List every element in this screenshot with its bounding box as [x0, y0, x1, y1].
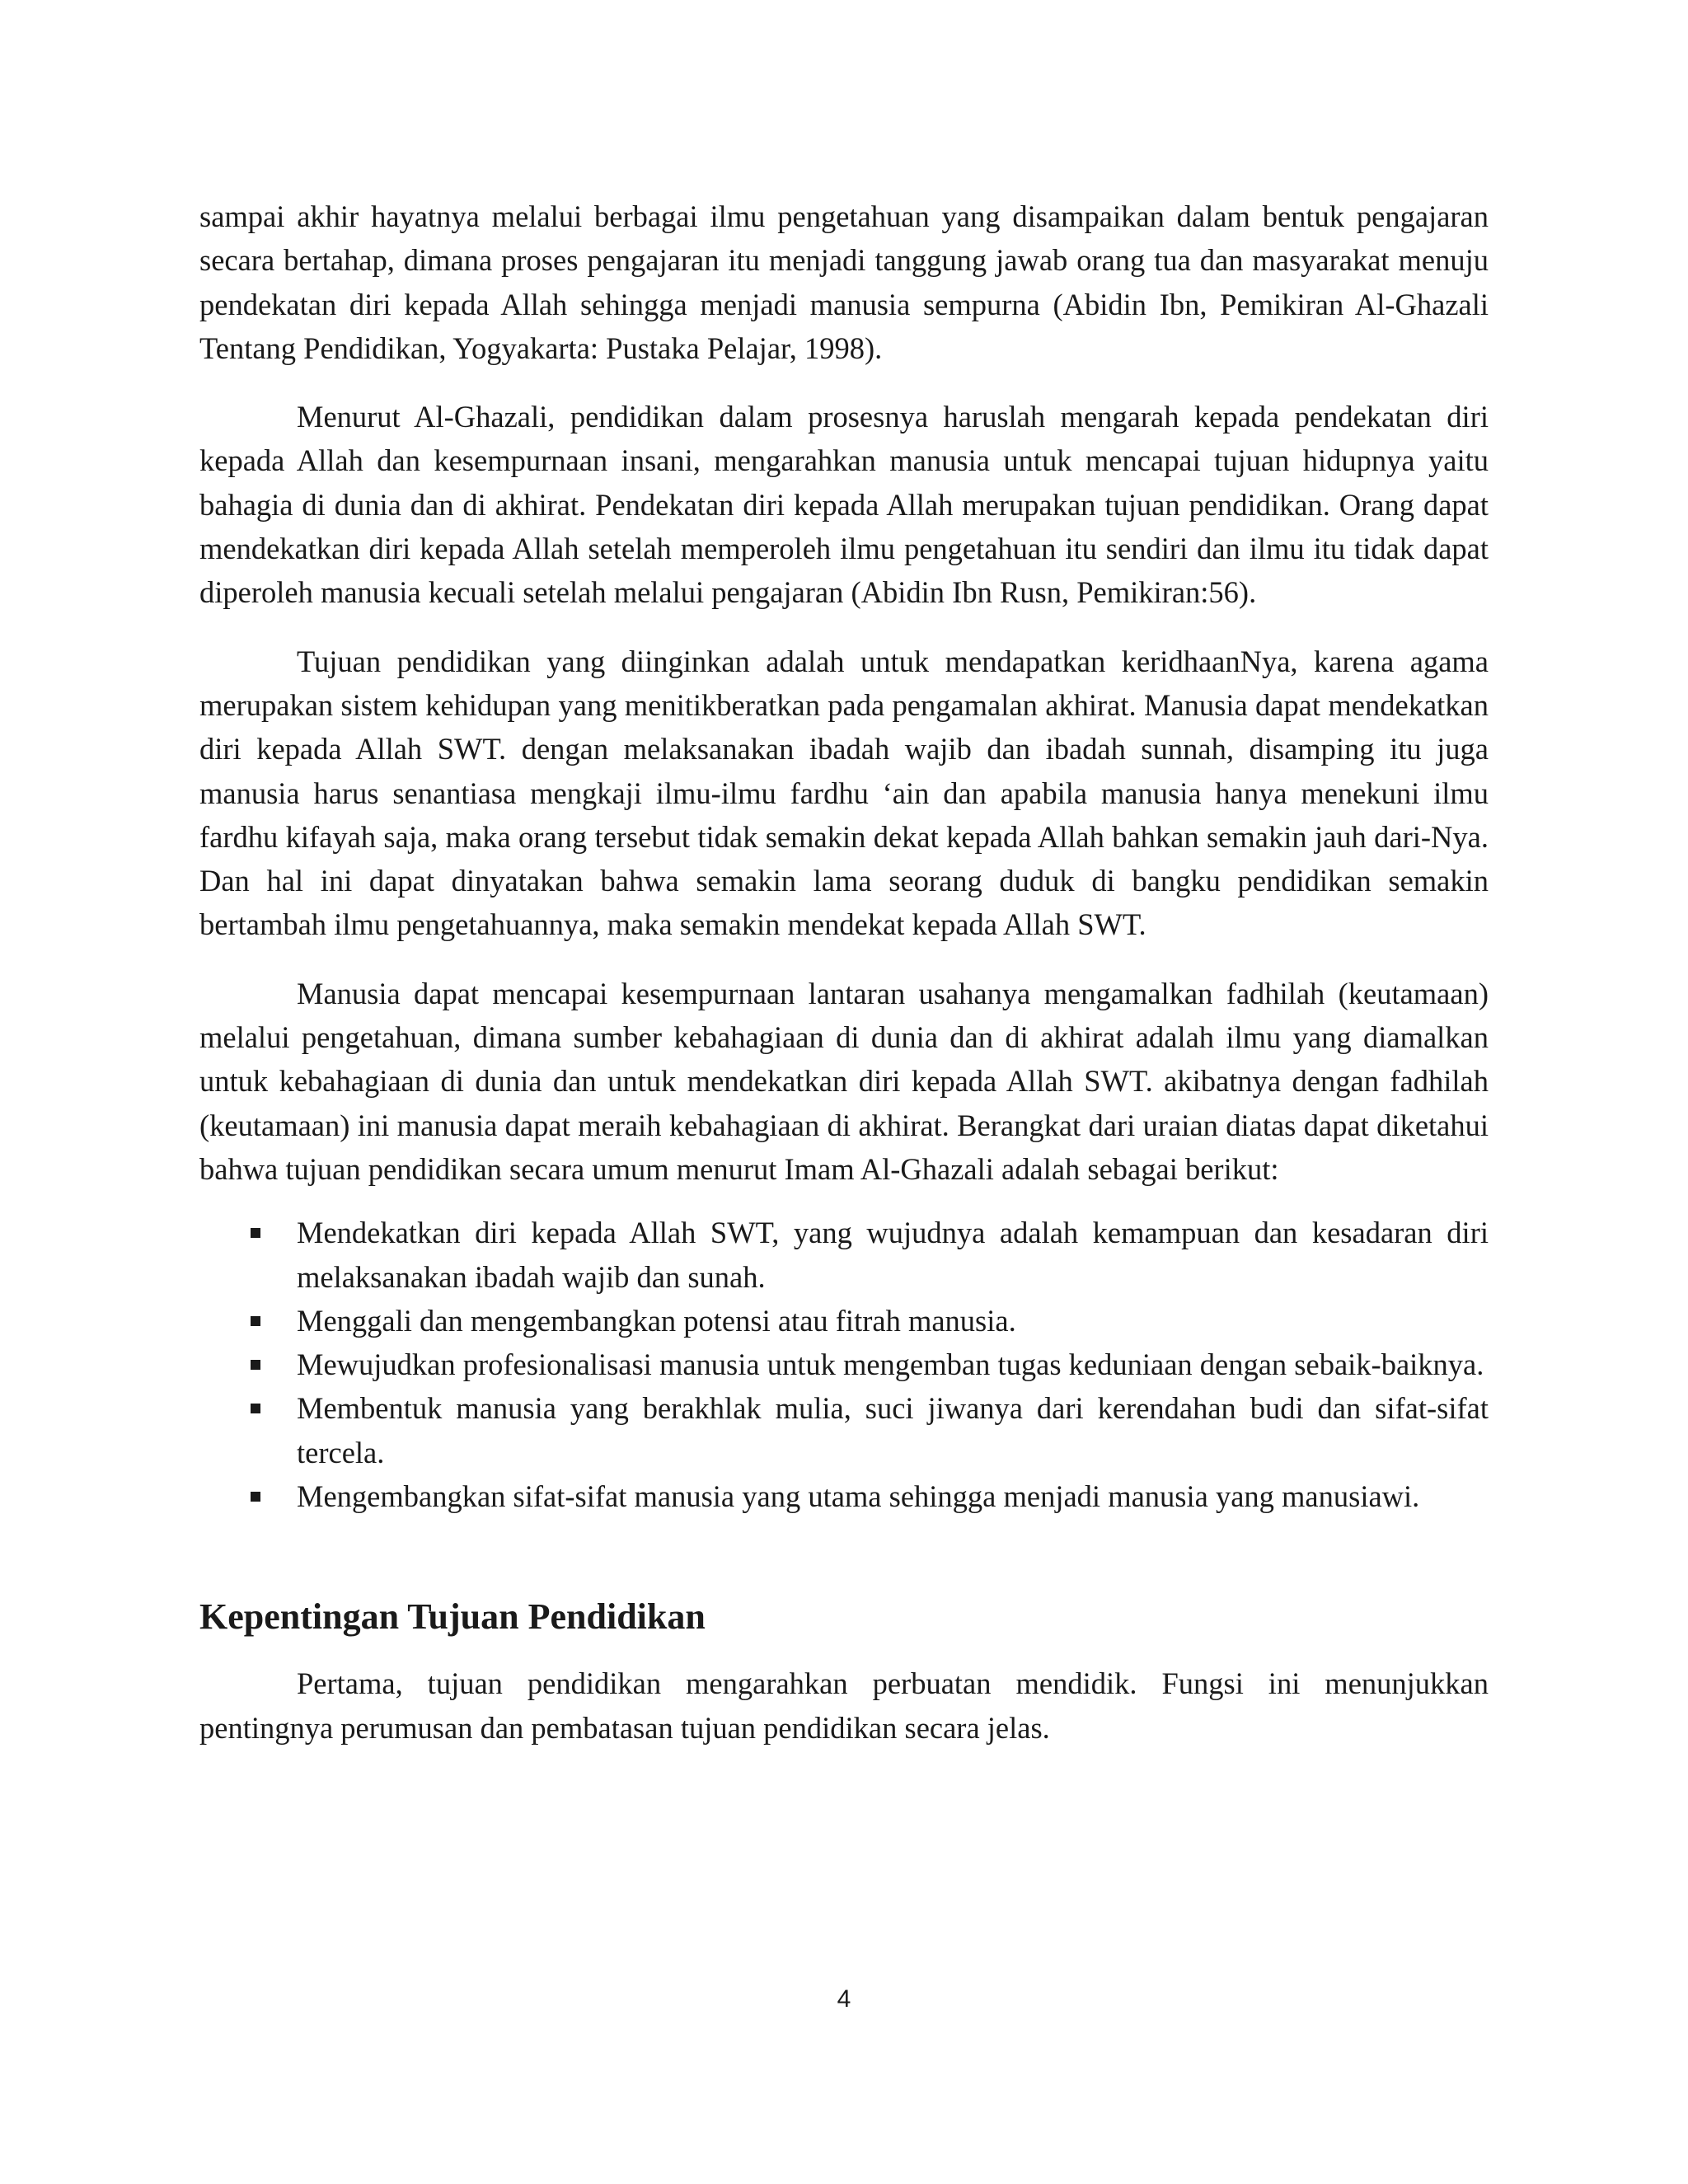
list-item-text: Mewujudkan profesionalisasi manusia untuk mengemban tugas keduniaan dengan sebaik-baiknya. — [297, 1347, 1484, 1382]
paragraph-continuation: sampai akhir hayatnya melalui berbagai ilmu pengetahuan yang disampaikan dalam bentuk pengajaran secara bertahap, dimana proses pengajaran itu menjadi tanggung jawab orang tua dan masyarakat menuju pendekatan diri kepada Allah sehingga menjadi manusia sempurna (Abidin Ibn, Pemikiran Al-Ghazali Tentang Pendidikan, Yogyakarta: Pustaka Pelajar, 1998). — [199, 199, 1489, 365]
paragraph-section-intro: Pertama, tujuan pendidikan mengarahkan perbuatan mendidik. Fungsi ini menunjukkan pentingnya perumusan dan pembatasan tujuan pendidikan secara jelas. — [199, 1666, 1489, 1745]
section-heading: Kepentingan Tujuan Pendidikan — [199, 1596, 706, 1638]
education-goals-list — [199, 1211, 1489, 1518]
list-item — [199, 1343, 1489, 1386]
paragraph-education-goal: Tujuan pendidikan yang diinginkan adalah untuk mendapatkan keridhaanNya, karena agama merupakan sistem kehidupan yang menitikberatkan pada pengamalan akhirat. Manusia dapat mendekatkan diri kepada Allah SWT. dengan melaksanakan ibadah wajib dan ibadah sunnah, disamping itu juga manusia harus senantiasa mengkaji ilmu-ilmu fardhu ‘ain dan apabila manusia hanya menekuni ilmu fardhu kifayah saja, maka orang tersebut tidak semakin dekat kepada Allah bahkan semakin jauh dari-Nya. Dan hal ini dapat dinyatakan bahwa semakin lama seorang duduk di bangku pendidikan semakin bertambah ilmu pengetahuannya, maka semakin mendekat kepada Allah SWT. — [199, 644, 1489, 942]
square-bullet-icon — [251, 1404, 260, 1413]
page-body — [199, 194, 1489, 1750]
paragraph-al-ghazali-view: Menurut Al-Ghazali, pendidikan dalam prosesnya haruslah mengarah kepada pendekatan diri kepada Allah dan kesempurnaan insani, mengarahkan manusia untuk mencapai tujuan hidupnya yaitu bahagia di dunia dan di akhirat. Pendekatan diri kepada Allah merupakan tujuan pendidikan. Orang dapat mendekatkan diri kepada Allah setelah memperoleh ilmu pengetahuan itu sendiri dan ilmu itu tidak dapat diperoleh manusia kecuali setelah melalui pengajaran (Abidin Ibn Rusn, Pemikiran:56). — [199, 400, 1489, 610]
square-bullet-icon — [251, 1316, 260, 1326]
paragraph-perfection: Manusia dapat mencapai kesempurnaan lantaran usahanya mengamalkan fadhilah (keutamaan) melalui pengetahuan, dimana sumber kebahagiaan di dunia dan di akhirat adalah ilmu yang diamalkan untuk kebahagiaan di dunia dan untuk mendekatkan diri kepada Allah SWT. akibatnya dengan fadhilah (keutamaan) ini manusia dapat meraih kebahagiaan di akhirat. Berangkat dari uraian diatas dapat diketahui bahwa tujuan pendidikan secara umum menurut Imam Al-Ghazali adalah sebagai berikut: — [199, 976, 1489, 1186]
list-item-text: Menggali dan mengembangkan potensi atau fitrah manusia. — [297, 1303, 1016, 1338]
list-item-text: Mengembangkan sifat-sifat manusia yang utama sehingga menjadi manusia yang manusiawi. — [297, 1479, 1420, 1514]
list-item — [199, 1211, 1489, 1299]
list-item — [199, 1299, 1489, 1343]
list-item — [199, 1386, 1489, 1474]
square-bullet-icon — [251, 1360, 260, 1370]
square-bullet-icon — [251, 1228, 260, 1238]
list-item-text: Membentuk manusia yang berakhlak mulia, suci jiwanya dari kerendahan budi dan sifat-sifat tercela. — [297, 1391, 1489, 1469]
list-item — [199, 1474, 1489, 1518]
list-item-text: Mendekatkan diri kepada Allah SWT, yang wujudnya adalah kemampuan dan kesadaran diri melaksanakan ibadah wajib dan sunah. — [297, 1216, 1489, 1294]
page-number: 4 — [837, 1985, 851, 2013]
square-bullet-icon — [251, 1492, 260, 1502]
